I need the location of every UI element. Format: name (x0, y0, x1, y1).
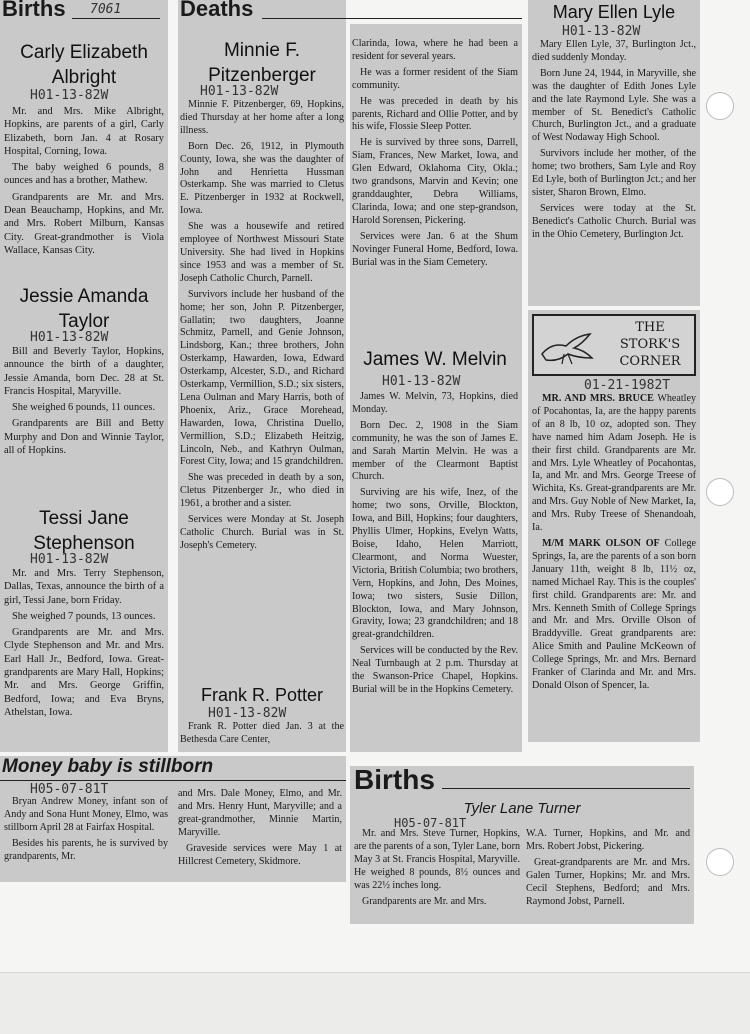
obituary-james-melvin (352, 348, 518, 700)
handwritten-file-code: H01-13-82W (208, 706, 287, 721)
paragraph: Born Dec. 2, 1908 in the Siam community, he was the son of James E. and Sarah Martin Melvin. He was a member of the Clearmont Baptist Church. (352, 419, 518, 483)
paragraph: The baby weighed 6 pounds, 8 ounces and has a brother, Mathew. (4, 162, 164, 187)
obituary-name: Frank R. Potter (200, 685, 324, 705)
paragraph: Frank R. Potter died Jan. 3 at the Bethesda Care Center, (180, 721, 344, 745)
name-line-1: Jessie Amanda (19, 286, 149, 307)
birth-notice-body (4, 345, 164, 457)
paragraph: Grandparents are Bill and Betty Murphy and Don and Winnie Taylor, all of Hopkins. (4, 418, 164, 457)
article-col-2 (178, 788, 342, 871)
handwritten-file-code: H01-13-82W (562, 24, 641, 39)
handwritten-file-code: H01-13-82W (30, 330, 109, 345)
paragraph: Mary Ellen Lyle, 37, Burlington Jct., died suddenly Monday. (532, 39, 696, 63)
article-title: Money baby is stillborn (2, 756, 214, 777)
paragraph: James W. Melvin, 73, Hopkins, died Monday. (352, 391, 518, 415)
binder-hole-middle (706, 478, 734, 506)
paragraph: Survivors include her mother, of the home; two brothers, Sam Lyle and Roy Ed Lyle, both of Burlington Jct.; and her sister, Sharon Brown, Elmo. (532, 148, 696, 198)
paragraph: and Mrs. Dale Money, Elmo, and Mr. and Mrs. Henry Hunt, Maryville; and a great-grandmother, Minnie Martin, Maryville. (178, 788, 342, 838)
paragraph: Mr. and Mrs. Terry Stephenson, Dallas, Texas, announce the birth of a girl, Tessi Jane, born Friday. (4, 568, 164, 606)
paragraph: Services were Jan. 6 at the Shum Novinger Funeral Home, Bedford, Iowa. Burial was in the Siam Cemetery. (352, 230, 518, 268)
entry-lead: MR. AND MRS. BRUCE (542, 393, 654, 404)
birth-notice-tessi (4, 506, 164, 722)
birth-entry-olson (532, 538, 696, 693)
storks-corner-header (532, 314, 696, 376)
storks-corner-body (532, 393, 696, 693)
births-header-handwritten-number: 7061 (90, 2, 122, 17)
birth-notice-name (4, 40, 164, 90)
obituary-frank-potter-continued (352, 38, 518, 272)
name-line-1: Carly Elizabeth (20, 42, 148, 63)
paragraph: Grandparents are Mr. and Mrs. (362, 895, 487, 907)
birth-col-2 (526, 828, 690, 911)
birth-notice-body (4, 567, 164, 719)
handwritten-file-code: H01-13-82W (200, 84, 279, 99)
births-title-rule (442, 788, 690, 789)
paragraph: She was a housewife and retired employee of Northwest Missouri State University. She had lived in Hopkins since 1953 and was a member of St. Joseph Catholic Church, Parnell. (180, 221, 344, 284)
obituary-mary-ellen-lyle (528, 0, 700, 306)
paragraph: Born Dec. 26, 1912, in Plymouth County, Iowa, she was the daughter of John and Henrietta Hussman Osterkamp. She was married to Cletus E. Pitzenberger in 1932 at Rockwell, Iowa. (180, 140, 344, 217)
paragraph: He was preceded in death by his parents, Richard and Ollie Potter, and by his wife, Flossie Sleep Potter. (352, 95, 518, 133)
paragraph: Born June 24, 1944, in Maryville, she was the daughter of Edith Jones Lyle and the late Raymond Lyle. She was a member of St. Benedict's Catholic Church, Burlington Jct., and a graduate of West Nodaway High School. (532, 67, 696, 144)
paragraph: Grandparents are Mr. and Mrs. Clyde Stephenson and Mr. and Mrs. Earl Hall Jr., Bedford, Iowa. Great-grandparents are Mary Hall, Hopkins; Mr. and Mrs. George Griffin, Bedford, Iowa; and Eva Bryns, Athelstan, Iowa. (4, 627, 164, 718)
births-header (2, 0, 162, 20)
handwritten-file-code: H05-07-81T (394, 816, 467, 830)
paragraph: Surviving are his wife, Inez, of the home; two sons, Orville, Blockton, Iowa, and Bill, Hopkins; four daughters, Phyllis Ulmer, Hopkins, Evelyn Watts, Boise, Idaho, Helen Marriott, Clearmont, and Norma Wuester, Victoria, British Columbia; two brothers, Vern, Hopkins, and John, Des Moines, Iowa; two sisters, Susie Dillon, Blockton, Iowa, and Mary Johnson, Gravity, Iowa; 23 grandchildren; and 18 great-grandchildren. (352, 487, 518, 641)
births-tyler-clipping (350, 766, 694, 924)
page-bottom-edge (0, 972, 750, 1034)
paragraph: Services were Monday at St. Joseph Catholic Church. Burial was in St. Joseph's Cemetery. (180, 514, 344, 551)
paragraph: Mr. and Mrs. Mike Albright, Hopkins, are parents of a girl, Carly Elizabeth, born Jan. 4 at Rosary Hospital, Corning, Iowa. (4, 106, 164, 157)
name-line-2: Stephenson (33, 533, 135, 554)
storks-title-line-1: THE (635, 320, 665, 335)
paragraph: Bryan Andrew Money, infant son of Andy and Sona Hunt Money, Elmo, was stillborn April 28 at Fairfax Hospital. (4, 796, 168, 833)
name-line-1: Tessi Jane (39, 508, 129, 529)
paragraph: Grandparents are Mr. and Mrs. Dean Beauchamp, Hopkins, and Mr. and Mrs. Robert Milburn, Kansas City. Great-grandmother is Viola Wallace, Kansas City. (4, 191, 164, 256)
storks-corner-clipping (528, 310, 700, 742)
births-header-rule (72, 18, 160, 19)
paragraph: She was preceded in death by a son, Cletus Pitzenberger Jr., who died in 1961, a brother and a sister. (180, 472, 344, 510)
entry-text: Wheatley of Pocahontas, Ia, are the happy parents of an 8 lb, 10 oz, adopted son. They have named him Adam Joseph. He is their first child. Grandparents are Mr. and Mrs. Lyle Wheatley of Pocahontas, Ia, and Mr. and Mrs. George Treese of Wichita, Ks. Great-grandparents are Mr. and Mrs. Guy Noble of New Market, Ia, and Mrs. Ruby Treese of Shenandoah, Ia. (532, 393, 696, 534)
paragraph: Minnie F. Pitzenberger, 69, Hopkins, died Thursday at her home after a long illness. (180, 99, 344, 136)
birth-name: Tyler Lane Turner (463, 800, 581, 817)
storks-title-line-2: STORK'S (619, 337, 681, 352)
storks-title-line-3: CORNER (619, 354, 681, 369)
name-line-2: Albright (51, 67, 117, 88)
article-col-1 (4, 796, 168, 867)
paragraph: She weighed 6 pounds, 11 ounces. (12, 402, 156, 414)
name-line-2: Taylor (58, 311, 110, 332)
obituary-name (180, 38, 344, 88)
entry-text: College Springs, Ia, are the parents of a son born January 11th, weight 8 lb, 11½ oz, named Michael Ray. This is the couples' first child. Grandparents are: Mr. and Mrs. Kenneth Smith of College Springs and Mr. and Mrs. Orville Olson of Braddyville. Great grandparents are: Alice Smith and Pauline McKeown of College Springs, Mr. and Mrs. Bernard Franker of Clarinda and Mr. and Mrs. Donald Olson of Spencer, Ia. (532, 537, 696, 691)
handwritten-file-code: H05-07-81T (30, 782, 109, 797)
birth-notice-body (4, 105, 164, 257)
paragraph: Clarinda, Iowa, where he had been a resident for several years. (352, 38, 518, 62)
births-title: Births (354, 766, 435, 795)
paragraph: She weighed 7 pounds, 13 ounces. (12, 610, 156, 622)
birth-notice-name (4, 284, 164, 334)
births-header-title: Births (2, 0, 66, 21)
entry-lead: M/M MARK OLSON OF (542, 537, 660, 549)
deaths-header-rule (262, 18, 522, 19)
paragraph: Bill and Beverly Taylor, Hopkins, announce the birth of a daughter, Jessie Amanda, born Dec. 28 at St. Francis Hospital, Maryville. (4, 346, 164, 397)
obituary-name: Mary Ellen Lyle (552, 2, 676, 22)
paragraph: Besides his parents, he is survived by grandparents, Mr. (4, 837, 168, 862)
obituary-body (352, 38, 518, 269)
handwritten-file-code: H01-13-82W (382, 374, 461, 389)
paragraph: Services were today at the St. Benedict's Catholic Church. Burial was in the Ohio Cemetery, Burlington Jct. (532, 202, 696, 240)
obituary-frank-potter (180, 684, 344, 750)
paragraph: W.A. Turner, Hopkins, and Mr. and Mrs. Robert Jobst, Pickering. (526, 828, 690, 852)
obituary-body (532, 39, 696, 242)
paragraph: He was a former resident of the Siam community. (352, 66, 518, 91)
deaths-column-clipping (178, 0, 346, 752)
obituary-body (180, 721, 344, 747)
binder-hole-bottom (706, 848, 734, 876)
name-line-1: Minnie F. (223, 40, 301, 61)
paragraph: Graveside services were May 1 at Hillcrest Cemetery, Skidmore. (178, 842, 342, 867)
birth-notice-name (4, 506, 164, 556)
birth-notice-jessie (4, 284, 164, 460)
name-line-2: Pitzenberger (208, 65, 316, 86)
paragraph: Mr. and Mrs. Steve Turner, Hopkins, are the parents of a son, Tyler Lane, born May 3 at St. Francis Hospital, Maryville. He weighed 8 pounds, 8½ ounces and was 22½ inches long. (354, 828, 520, 891)
stork-icon (538, 328, 596, 368)
binder-hole-top (706, 92, 734, 120)
obituary-body (180, 99, 344, 553)
paragraph: Great-grandparents are Mr. and Mrs. Galen Turner, Hopkins; Mr. and Mrs. Cecil Stephens, Bedford; and Mrs. Raymond Jobst, Parnell. (526, 856, 690, 907)
paragraph: He is survived by three sons, Darrell, Siam, Frances, New Market, Iowa, and Glen Edward, Oklahoma City, Okla.; two grandsons, Marvin and Kevin; one granddaughter, Debra Williams, Clarinda, Iowa; and one step-grandson, Harold Sorensen, Pickering. (352, 137, 518, 226)
handwritten-file-code: H01-13-82W (30, 552, 109, 567)
money-baby-clipping (0, 756, 346, 882)
births-column-clipping (0, 0, 168, 752)
obituary-minnie-pitzenberger (180, 38, 344, 556)
handwritten-file-code: H01-13-82W (30, 88, 109, 103)
birth-notice-carly (4, 40, 164, 260)
obituary-body (352, 391, 518, 697)
obituary-name: James W. Melvin (363, 349, 507, 370)
title-rule (0, 780, 346, 781)
deaths-column-2-clipping (350, 24, 522, 752)
deaths-header-title: Deaths (180, 0, 254, 21)
paragraph: Survivors include her husband of the home; her son, John P. Pitzenberger, Gallatin; two daughters, Joanne Schmitz, Parnell, and Genie Johnson, Lindsborg, Kan.; three brothers, John Osterkamp, Hawarden, Iowa, Edward Osterkamp, Alcester, S.D., and Richard Osterkamp, Vermillion, S.D.; six sisters, Lena Oulman and Mary Harris, both of Phoenix, Ariz., Grace Morehead, Hawarden, Iowa, Christina Duello, Vermillion, S.D.; Elizabeth Heitzig, Lincoln, Neb., and Kathryn Oulman, Forest City, Iowa; and 15 grandchildren. (180, 288, 344, 468)
birth-entry-wheatley (532, 393, 696, 535)
paragraph: Services will be conducted by the Rev. Neal Turnbaugh at 2 p.m. Thursday at the Swanson-Price Chapel, Hopkins. Burial will be in the Hopkins Cemetery. (352, 645, 518, 695)
handwritten-file-code: 01-21-1982T (584, 378, 671, 393)
birth-col-1 (354, 828, 520, 911)
